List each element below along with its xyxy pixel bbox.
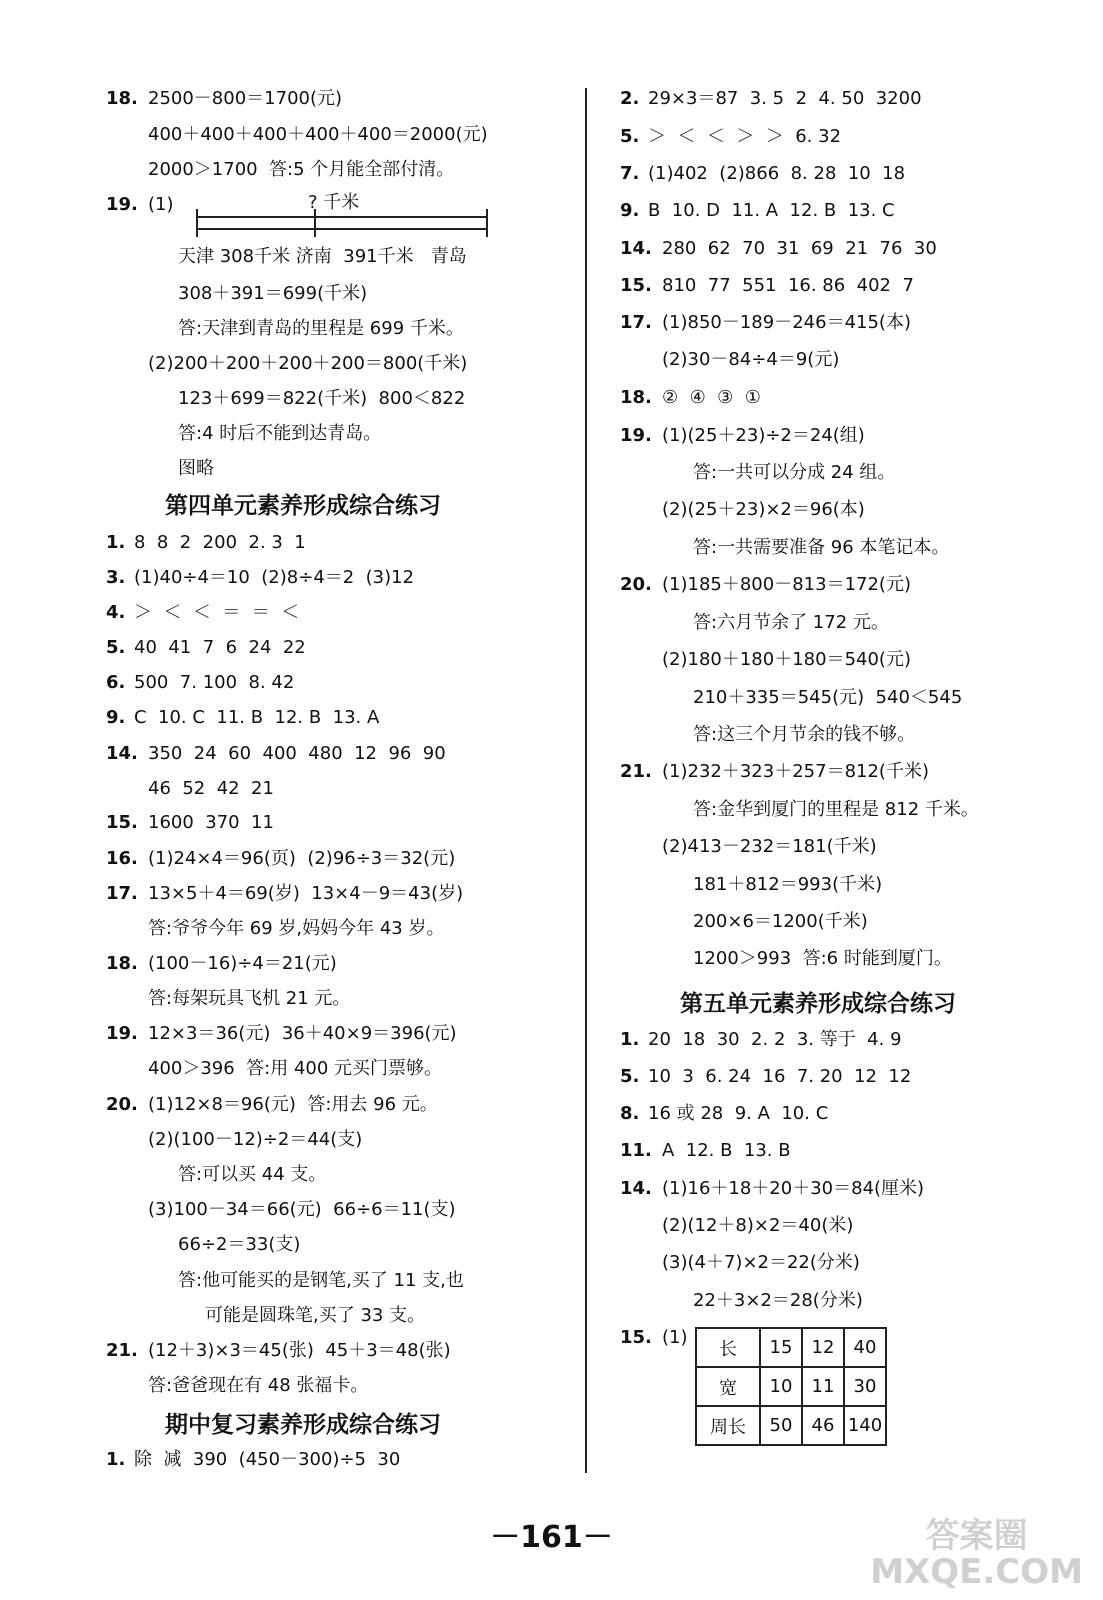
answer-line: 20 18 30 2. 2 3. 等于 4. 9	[648, 1029, 902, 1050]
answer-line: 500 7. 100 8. 42	[134, 672, 295, 693]
answer-line: 天津 308千米 济南 391千米 青岛	[178, 246, 467, 267]
question-number: 17.	[620, 312, 652, 333]
row-label: 周长	[696, 1406, 760, 1445]
answer-line: (2)(12＋8)×2＝40(米)	[662, 1215, 854, 1236]
question-number: 18.	[106, 88, 138, 109]
qingdao-tick	[486, 209, 488, 237]
answer-line: 200×6＝1200(千米)	[693, 911, 868, 932]
question-number: 3.	[106, 567, 126, 588]
answer-line: 400＞396 答:用 400 元买门票够。	[148, 1058, 443, 1079]
question-number: 9.	[106, 707, 126, 728]
question-number: 2.	[620, 88, 640, 109]
answer-line: C 10. C 11. B 12. B 13. A	[134, 707, 380, 728]
answer-line: 46 52 42 21	[148, 778, 274, 799]
answer-line: 答:这三个月节余的钱不够。	[693, 724, 916, 745]
answer-line: 答:可以买 44 支。	[178, 1164, 327, 1185]
answer-line: (1)850－189－246＝415(本)	[662, 312, 911, 333]
question-number: 14.	[620, 238, 652, 259]
answer-line: 181＋812＝993(千米)	[693, 874, 883, 895]
answer-line: 答:一共可以分成 24 组。	[693, 462, 896, 483]
answer-line: 1200＞993 答:6 时能到厦门。	[693, 948, 952, 969]
question-number: 4.	[106, 602, 126, 623]
table-cell: 40	[844, 1328, 886, 1367]
answer-line: 可能是圆珠笔,买了 33 支。	[205, 1305, 426, 1326]
answer-line: 答:4 时后不能到达青岛。	[178, 423, 382, 444]
answer-line: (1)12×8＝96(元) 答:用去 96 元。	[148, 1094, 438, 1115]
table-row	[696, 1367, 886, 1406]
question-number: 14.	[620, 1178, 652, 1199]
answer-line: (2)200＋200＋200＋200＝800(千米)	[148, 353, 468, 374]
question-number: 5.	[620, 126, 640, 147]
answer-line: 1600 370 11	[148, 812, 274, 833]
answer-line: ② ④ ③ ①	[662, 387, 761, 408]
question-number: 15.	[620, 275, 652, 296]
answer-line: 308＋391＝699(千米)	[178, 283, 368, 304]
answer-line: (1)	[148, 194, 174, 215]
page-number: －161－	[490, 1520, 613, 1555]
answer-line: (1)16＋18＋20＋30＝84(厘米)	[662, 1178, 925, 1199]
answer-line: 答:爸爸现在有 48 张福卡。	[148, 1375, 369, 1396]
question-number: 14.	[106, 743, 138, 764]
tianjin-tick	[196, 209, 198, 237]
answer-line: (100－16)÷4＝21(元)	[148, 953, 337, 974]
answer-line: (2)413－232＝181(千米)	[662, 836, 877, 857]
table-cell: 11	[802, 1367, 844, 1406]
answer-line: (2)(25＋23)×2＝96(本)	[662, 499, 865, 520]
table-cell: 12	[802, 1328, 844, 1367]
answer-line: (12＋3)×3＝45(张) 45＋3＝48(张)	[148, 1340, 451, 1361]
rectangle-table	[695, 1327, 887, 1446]
question-number: 18.	[106, 953, 138, 974]
question-number: 19.	[106, 194, 138, 215]
answer-line: 350 24 60 400 480 12 96 90	[148, 743, 446, 764]
table-cell: 10	[760, 1367, 802, 1406]
watermark-logo: 答案圈 MXQE.COM	[870, 1516, 1083, 1592]
answer-line: 16 或 28 9. A 10. C	[648, 1103, 829, 1124]
answer-line: 12×3＝36(元) 36＋40×9＝396(元)	[148, 1023, 457, 1044]
answer-line: 280 62 70 31 69 21 76 30	[662, 238, 937, 259]
answer-line: 13×5＋4＝69(岁) 13×4－9＝43(岁)	[148, 883, 464, 904]
answer-line: (1)	[662, 1327, 688, 1348]
diagram-label: ? 千米	[308, 192, 360, 213]
answer-line: (2)180＋180＋180＝540(元)	[662, 649, 911, 670]
question-number: 1.	[620, 1029, 640, 1050]
answer-line: (2)30－84÷4＝9(元)	[662, 349, 840, 370]
question-number: 7.	[620, 163, 640, 184]
heading-midterm: 期中复习素养形成综合练习	[165, 1412, 441, 1438]
answer-line: 400＋400＋400＋400＋400＝2000(元)	[148, 124, 488, 145]
answer-line: 答:六月节余了 172 元。	[693, 612, 889, 633]
answer-line: 2500－800＝1700(元)	[148, 88, 343, 109]
question-number: 18.	[620, 387, 652, 408]
question-number: 16.	[106, 848, 138, 869]
answer-line: 810 77 551 16. 86 402 7	[662, 275, 914, 296]
heading-unit4: 第四单元素养形成综合练习	[165, 493, 441, 519]
answer-line: 29×3＝87 3. 5 2 4. 50 3200	[648, 88, 922, 109]
table-cell: 50	[760, 1406, 802, 1445]
answer-line: (1)24×4＝96(页) (2)96÷3＝32(元)	[148, 848, 456, 869]
question-number: 17.	[106, 883, 138, 904]
answer-line: (1)185＋800－813＝172(元)	[662, 574, 911, 595]
question-number: 11.	[620, 1140, 652, 1161]
answer-line: (1)232＋323＋257＝812(千米)	[662, 761, 929, 782]
question-number: 21.	[620, 761, 652, 782]
answer-line: A 12. B 13. B	[662, 1140, 791, 1161]
answer-line: B 10. D 11. A 12. B 13. C	[648, 200, 895, 221]
question-number: 19.	[620, 425, 652, 446]
answer-line: (3)100－34＝66(元) 66÷6＝11(支)	[148, 1199, 456, 1220]
question-number: 5.	[620, 1066, 640, 1087]
table-cell: 140	[844, 1406, 886, 1445]
answer-line: 10 3 6. 24 16 7. 20 12 12	[648, 1066, 912, 1087]
question-number: 21.	[106, 1340, 138, 1361]
question-number: 8.	[620, 1103, 640, 1124]
question-number: 1.	[106, 1449, 126, 1470]
table-row	[696, 1328, 886, 1367]
answer-line: 答:天津到青岛的里程是 699 千米。	[178, 318, 464, 339]
answer-line: 40 41 7 6 24 22	[134, 637, 306, 658]
answer-line: (2)(100－12)÷2＝44(支)	[148, 1129, 363, 1150]
question-number: 20.	[620, 574, 652, 595]
question-number: 20.	[106, 1094, 138, 1115]
route-line	[196, 228, 488, 230]
answer-line: (1)40÷4＝10 (2)8÷4＝2 (3)12	[134, 567, 415, 588]
table-cell: 30	[844, 1367, 886, 1406]
answer-line: 22＋3×2＝28(分米)	[693, 1290, 863, 1311]
row-label: 宽	[696, 1367, 760, 1406]
answer-line: 8 8 2 200 2. 3 1	[134, 532, 306, 553]
answer-line: (1)(25＋23)÷2＝24(组)	[662, 425, 865, 446]
answer-line: 66÷2＝33(支)	[178, 1234, 301, 1255]
row-label: 长	[696, 1328, 760, 1367]
table-row	[696, 1406, 886, 1445]
column-divider	[585, 88, 587, 1473]
answer-line: ＞ ＜ ＜ ＝ ＝ ＜	[134, 602, 300, 623]
answer-line: 答:他可能买的是钢笔,买了 11 支,也	[178, 1270, 464, 1291]
answer-line: 2000＞1700 答:5 个月能全部付清。	[148, 159, 455, 180]
question-number: 1.	[106, 532, 126, 553]
answer-line: 答:每架玩具飞机 21 元。	[148, 988, 351, 1009]
question-number: 9.	[620, 200, 640, 221]
question-number: 15.	[106, 812, 138, 833]
question-number: 5.	[106, 637, 126, 658]
question-number: 6.	[106, 672, 126, 693]
answer-line: 答:爷爷今年 69 岁,妈妈今年 43 岁。	[148, 918, 445, 939]
distance-brace-line	[196, 216, 488, 218]
question-number: 19.	[106, 1023, 138, 1044]
table-cell: 15	[760, 1328, 802, 1367]
answer-line: 123＋699＝822(千米) 800＜822	[178, 388, 466, 409]
answer-line: (3)(4＋7)×2＝22(分米)	[662, 1252, 860, 1273]
question-number: 15.	[620, 1327, 652, 1348]
answer-line: 除 减 390 (450－300)÷5 30	[134, 1449, 401, 1470]
table-cell: 46	[802, 1406, 844, 1445]
answer-line: (1)402 (2)866 8. 28 10 18	[648, 163, 906, 184]
answer-line: 210＋335＝545(元) 540＜545	[693, 687, 963, 708]
answer-line: 答:金华到厦门的里程是 812 千米。	[693, 799, 979, 820]
heading-unit5: 第五单元素养形成综合练习	[680, 991, 956, 1017]
answer-line: ＞ ＜ ＜ ＞ ＞ 6. 32	[648, 126, 842, 147]
answer-line: 图略	[178, 458, 214, 479]
answer-line: 答:一共需要准备 96 本笔记本。	[693, 537, 950, 558]
